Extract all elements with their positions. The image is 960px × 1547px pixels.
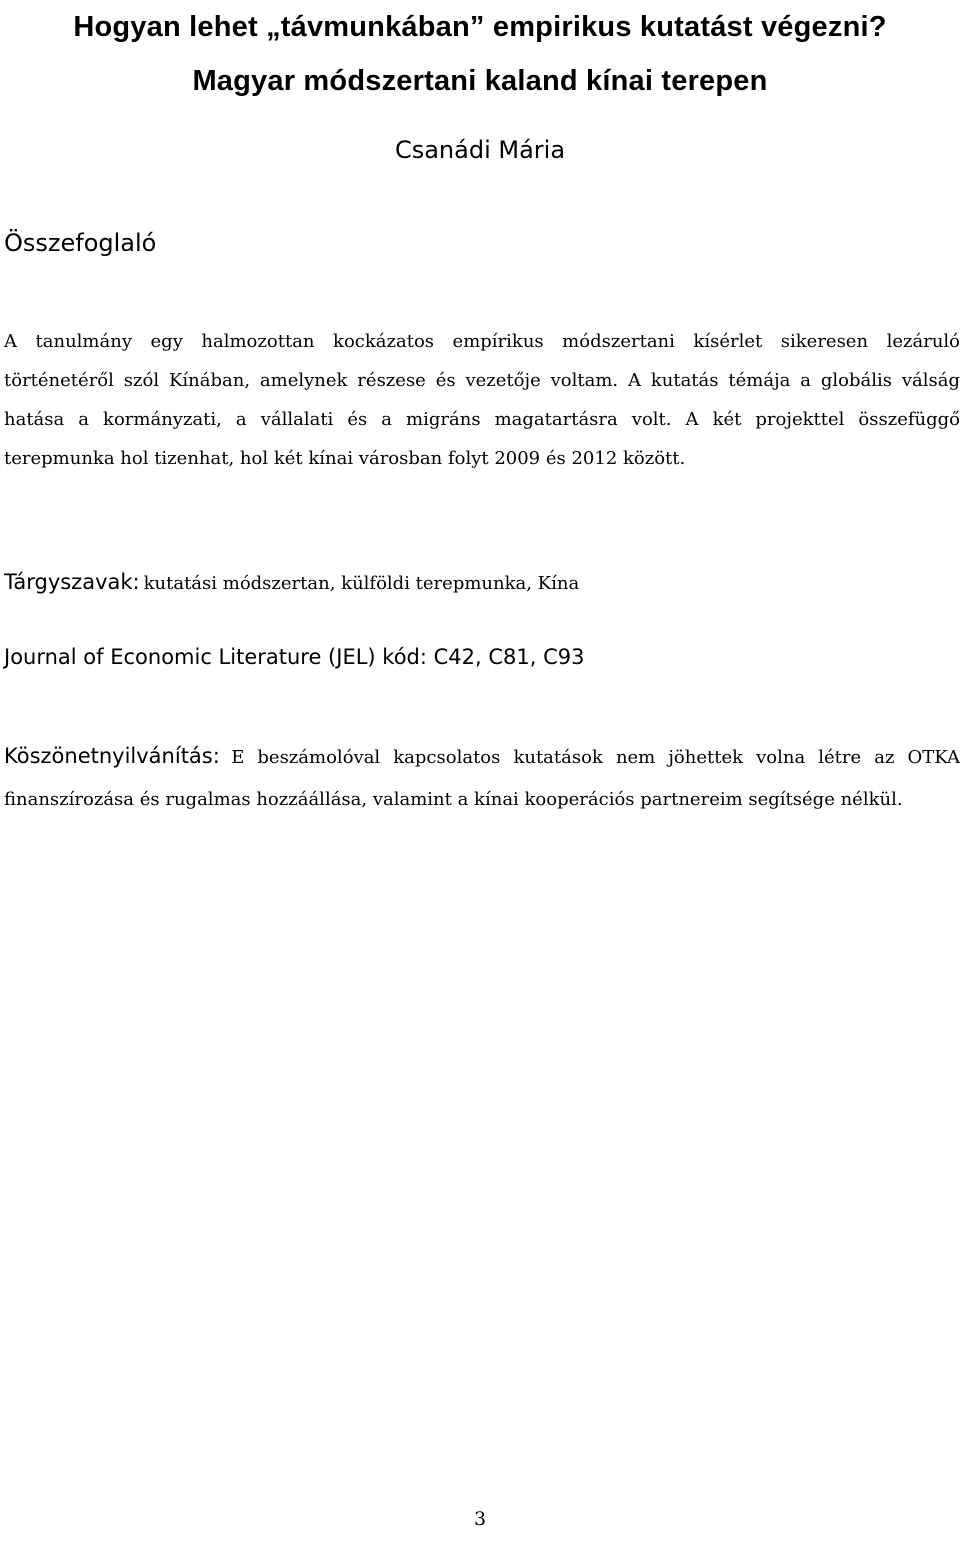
page-number: 3 [473,1508,487,1530]
jel-codes: Journal of Economic Literature (JEL) kód: C42, C81, C93 [4,645,585,669]
author-name: Csanádi Mária [394,136,566,164]
keywords-value: kutatási módszertan, külföldi terepmunka, Kína [143,573,580,594]
acknowledgement [4,736,960,821]
abstract-heading: Összefoglaló [4,229,157,257]
keywords-line [4,562,960,605]
acknowledgement-label: Köszönetnyilvánítás: [4,744,220,768]
acknowledgement-text: E beszámolóval kapcsolatos kutatások nem jöhettek volna létre az OTKA finanszírozása és rugalmas hozzáállása, valamint a kínai kooperációs partnereim segítsége nélkül. [4,747,960,810]
keywords-label: Tárgyszavak: [4,570,140,594]
abstract-paragraph: A tanulmány egy halmozottan kockázatos empírikus módszertani kísérlet sikeresen lezáruló történetéről szól Kínában, amelynek részese és vezetője voltam. A kutatás témája a globális válság hatása a kormányzati, a vállalati és a migráns magatartásra volt. A két projekttel összefüggő terepmunka hol tizenhat, hol két kínai városban folyt 2009 és 2012 között. [4,331,960,469]
paper-title: Hogyan lehet „távmunkában” empirikus kutatást végezni? Magyar módszertani kaland kínai terepen [73,11,887,97]
